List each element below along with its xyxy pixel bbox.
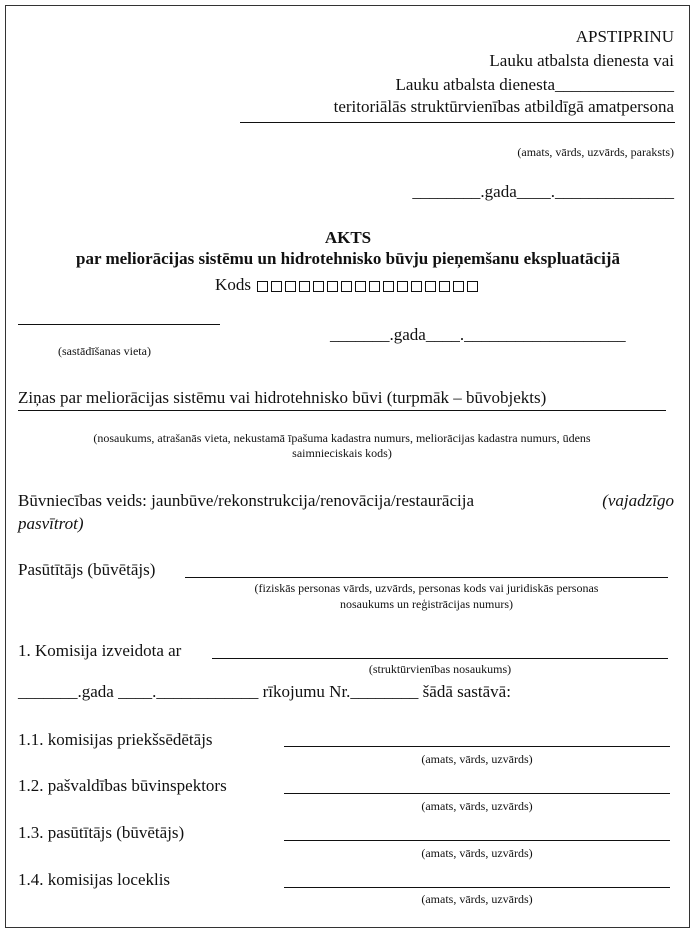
code-box[interactable]	[383, 281, 394, 292]
code-box[interactable]	[313, 281, 324, 292]
member-line[interactable]	[284, 746, 670, 747]
order-line[interactable]: _______.gada ____.____________ rīkojumu Nr.________ šādā sastāvā:	[18, 682, 511, 701]
code-box[interactable]	[271, 281, 282, 292]
code-box[interactable]	[285, 281, 296, 292]
client-line[interactable]	[185, 577, 668, 578]
code-box[interactable]	[397, 281, 408, 292]
code-box[interactable]	[369, 281, 380, 292]
approval-date-line[interactable]: ________.gada____.______________	[412, 182, 674, 201]
object-info-line[interactable]	[18, 410, 666, 411]
member-label: 1.2. pašvaldības būvinspektors	[18, 776, 227, 795]
member-line[interactable]	[284, 793, 670, 794]
object-info-label: Ziņas par meliorācijas sistēmu vai hidrotehnisko būvi (turpmāk – būvobjekts)	[18, 388, 547, 407]
member-caption: (amats, vārds, uzvārds)	[421, 799, 533, 813]
member-label: 1.3. pasūtītājs (būvētājs)	[18, 823, 185, 842]
client-caption-1: (fiziskās personas vārds, uzvārds, personas kods vai juridiskās personas	[254, 581, 599, 595]
member-line[interactable]	[284, 887, 670, 888]
code-box[interactable]	[411, 281, 422, 292]
signature-caption: (amats, vārds, uzvārds, paraksts)	[517, 145, 674, 159]
construction-note-1: (vajadzīgo	[602, 491, 674, 510]
place-caption: (sastādīšanas vieta)	[58, 344, 151, 358]
client-label: Pasūtītājs (būvētājs)	[18, 560, 156, 579]
approval-heading: APSTIPRINU	[575, 27, 674, 46]
member-caption: (amats, vārds, uzvārds)	[421, 752, 533, 766]
member-caption: (amats, vārds, uzvārds)	[421, 892, 533, 906]
code-boxes[interactable]	[257, 276, 481, 296]
member-caption: (amats, vārds, uzvārds)	[421, 846, 533, 860]
commission-label: 1. Komisija izveidota ar	[18, 641, 182, 660]
client-caption-2: nosaukums un reģistrācijas numurs)	[340, 597, 513, 611]
place-line[interactable]	[18, 324, 220, 325]
object-info-caption-1: (nosaukums, atrašanās vieta, nekustamā īpašuma kadastra numurs, meliorācijas kadastra numurs, ūdens	[93, 431, 591, 445]
code-box[interactable]	[453, 281, 464, 292]
approval-line-1: Lauku atbalsta dienesta vai	[489, 51, 674, 70]
member-label: 1.4. komisijas loceklis	[18, 870, 171, 889]
code-box[interactable]	[425, 281, 436, 292]
code-box[interactable]	[327, 281, 338, 292]
code-row	[0, 275, 696, 296]
code-box[interactable]	[439, 281, 450, 292]
signature-line[interactable]	[240, 122, 675, 123]
object-info-caption-2: saimnieciskais kods)	[292, 446, 392, 460]
construction-note-2: pasvītrot)	[18, 514, 84, 533]
member-label: 1.1. komisijas priekšsēdētājs	[18, 730, 213, 749]
document-subtitle: par meliorācijas sistēmu un hidrotehnisko būvju pieņemšanu ekspluatācijā	[76, 249, 620, 268]
approval-line-3: teritoriālās struktūrvienības atbildīgā amatpersona	[333, 97, 674, 116]
code-box[interactable]	[467, 281, 478, 292]
compile-date-line[interactable]: _______.gada____.___________________	[330, 325, 626, 344]
commission-line[interactable]	[212, 658, 668, 659]
code-box[interactable]	[299, 281, 310, 292]
document-title: AKTS	[324, 228, 372, 247]
member-line[interactable]	[284, 840, 670, 841]
construction-type: Būvniecības veids: jaunbūve/rekonstrukcija/renovācija/restaurācija	[18, 491, 474, 510]
code-label: Kods	[215, 275, 251, 294]
approval-line-2: Lauku atbalsta dienesta______________	[395, 75, 674, 94]
code-box[interactable]	[257, 281, 268, 292]
commission-caption: (struktūrvienības nosaukums)	[368, 662, 512, 676]
code-box[interactable]	[341, 281, 352, 292]
code-box[interactable]	[355, 281, 366, 292]
